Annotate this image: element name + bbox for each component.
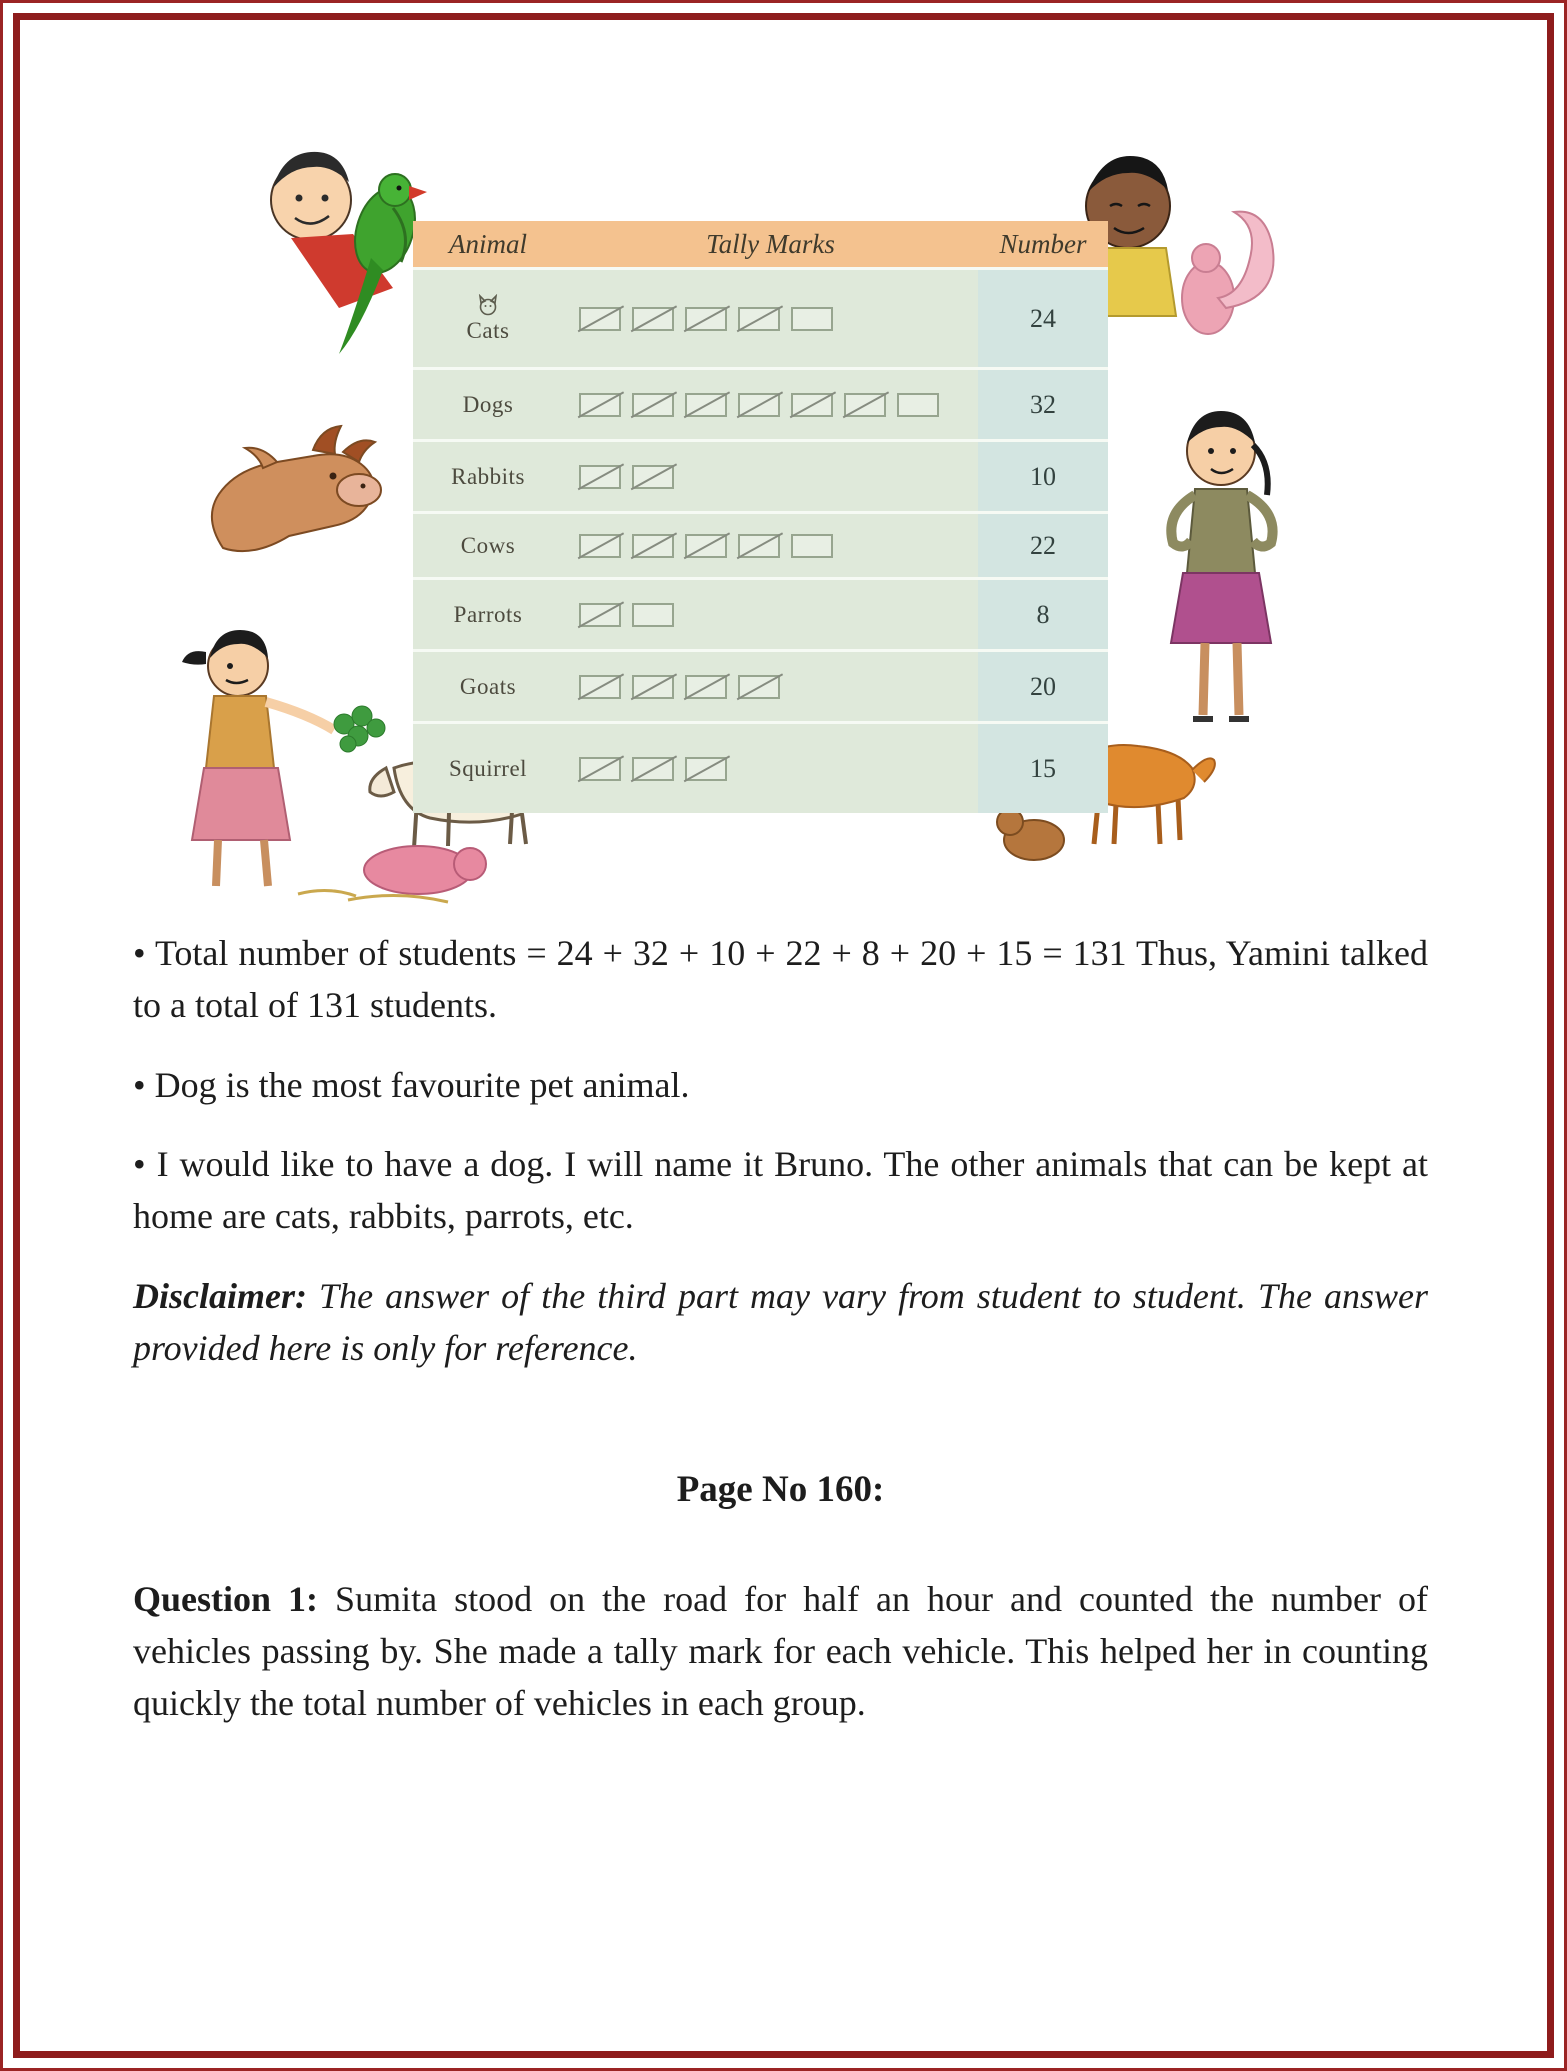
tally-partial-group: [632, 603, 674, 627]
tally-table: [413, 221, 1108, 813]
number-cell: 15: [978, 721, 1108, 813]
question-paragraph: [133, 1574, 1428, 1729]
tally-group-of-five: [579, 675, 621, 699]
table-header: [413, 221, 1108, 267]
tally-cell: [563, 721, 978, 813]
animal-cell: [413, 367, 563, 439]
number-cell: 32: [978, 367, 1108, 439]
page-heading: Page No 160:: [676, 1468, 885, 1510]
tally-cell: [563, 367, 978, 439]
tally-group-of-five: [685, 307, 727, 331]
tally-group-of-five: [579, 307, 621, 331]
tally-partial-group: [791, 307, 833, 331]
header-number: Number: [999, 228, 1087, 259]
table-row: [413, 721, 1108, 813]
animal-cell: [413, 577, 563, 649]
animal-label: Parrots: [453, 601, 523, 627]
tally-group-of-five: [738, 534, 780, 558]
animal-label: Goats: [459, 673, 517, 699]
answer-bullet-total: • Total number of students = 24 + 32 + 10 + 22 + 8 + 20 + 15 = 131 Thus, Yamini talked to a total of 131 students.: [133, 933, 1428, 1025]
tally-group-of-five: [685, 534, 727, 558]
answer-bullet-favourite: • Dog is the most favourite pet animal.: [133, 1064, 690, 1105]
tally-cell: [563, 511, 978, 577]
header-tally-marks: Tally Marks: [706, 228, 835, 259]
tally-group-of-five: [579, 465, 621, 489]
tally-group-of-five: [738, 307, 780, 331]
tally-cell: [563, 439, 978, 511]
tally-partial-group: [897, 393, 939, 417]
tally-cell: [563, 649, 978, 721]
header-animal: Animal: [449, 228, 527, 259]
tally-group-of-five: [579, 757, 621, 781]
question-label: Question 1:: [133, 1579, 319, 1620]
answer-section: [133, 928, 1428, 1730]
tally-group-of-five: [579, 603, 621, 627]
animal-cell: [413, 649, 563, 721]
tally-group-of-five: [632, 307, 674, 331]
tally-group-of-five: [791, 393, 833, 417]
tally-group-of-five: [579, 393, 621, 417]
disclaimer-label: Disclaimer:: [133, 1276, 307, 1317]
tally-group-of-five: [738, 675, 780, 699]
question-text: Sumita stood on the road for half an hour and counted the number of vehicles passing by. She made a tally mark for each vehicle. This helped her in counting quickly the total number of vehicles in each group.: [133, 1579, 1428, 1723]
girl-standing-illustration: [1121, 403, 1321, 743]
cow-illustration: [193, 398, 423, 578]
tally-group-of-five: [632, 465, 674, 489]
number-cell: 10: [978, 439, 1108, 511]
tally-group-of-five: [632, 534, 674, 558]
tally-group-of-five: [685, 757, 727, 781]
disclaimer-text: The answer of the third part may vary from student to student. The answer provided here is only for reference.: [133, 1276, 1429, 1368]
table-row: [413, 649, 1108, 721]
tally-partial-group: [791, 534, 833, 558]
disclaimer-paragraph: [133, 1271, 1428, 1375]
animal-cell: [413, 439, 563, 511]
answer-bullet-dog-name: • I would like to have a dog. I will name it Bruno. The other animals that can be kept at home are cats, rabbits, parrots, etc.: [133, 1144, 1428, 1237]
animal-label: Cows: [460, 532, 516, 558]
table-row: [413, 439, 1108, 511]
tally-group-of-five: [632, 393, 674, 417]
tally-group-of-five: [685, 675, 727, 699]
number-cell: 22: [978, 511, 1108, 577]
table-row: [413, 367, 1108, 439]
tally-cell: [563, 577, 978, 649]
tally-group-of-five: [632, 757, 674, 781]
animal-label: Dogs: [462, 391, 514, 417]
animal-label: Cats: [466, 317, 510, 343]
tally-group-of-five: [844, 393, 886, 417]
number-cell: 8: [978, 577, 1108, 649]
animal-cell: [413, 267, 563, 367]
tally-cell: [563, 267, 978, 367]
tally-group-of-five: [685, 393, 727, 417]
table-row: [413, 577, 1108, 649]
tally-group-of-five: [632, 675, 674, 699]
number-cell: 24: [978, 267, 1108, 367]
animal-cell: [413, 511, 563, 577]
table-row: [413, 511, 1108, 577]
tally-group-of-five: [579, 534, 621, 558]
table-row: [413, 267, 1108, 367]
animal-label: Rabbits: [451, 463, 525, 489]
animal-label: Squirrel: [448, 755, 528, 781]
tally-group-of-five: [738, 393, 780, 417]
tally-table-rows: [413, 267, 1108, 813]
cat-icon: [475, 294, 501, 316]
animal-cell: [413, 721, 563, 813]
number-cell: 20: [978, 649, 1108, 721]
